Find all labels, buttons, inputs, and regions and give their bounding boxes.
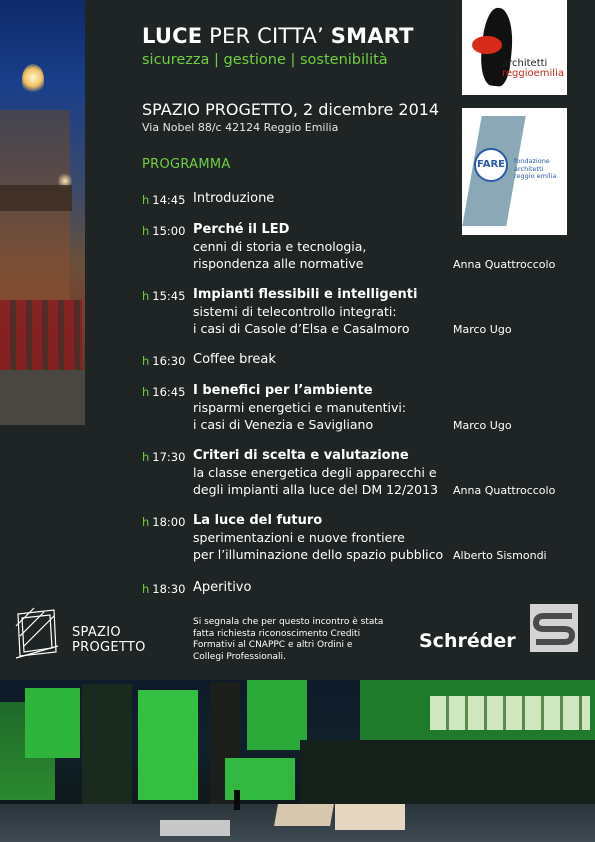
fondazione-text: fondazione architetti reggio emilia — [514, 157, 557, 180]
schedule-description: risparmi energetici e manutentivi: i casi di Venezia e Savigliano — [193, 400, 407, 432]
flyer-title — [142, 24, 414, 48]
schedule-time — [142, 224, 185, 238]
logo-architetti-text: architetti — [502, 58, 548, 69]
schedule-speaker: Anna Quattroccolo — [453, 258, 556, 271]
spazio-progetto-logo-icon — [14, 606, 60, 662]
photo-bench — [160, 820, 230, 836]
logo-reggioemilia-text: reggioemilia — [502, 68, 564, 79]
title-smart: SMART — [330, 24, 414, 48]
schedule-title: Introduzione — [193, 191, 275, 206]
schedule-time — [142, 582, 185, 596]
schedule-title: Perché il LED — [193, 222, 290, 237]
schedule-time — [142, 515, 185, 529]
time-prefix: h — [142, 289, 150, 303]
time-value: 14:45 — [152, 193, 186, 207]
title-luce: LUCE — [142, 24, 203, 48]
schedule-title: Aperitivo — [193, 580, 252, 595]
schedule-description: sperimentazioni e nuove frontiere per l’illuminazione dello spazio pubblico — [193, 530, 444, 562]
spazio-line: SPAZIO — [72, 625, 121, 640]
time-prefix: h — [142, 193, 150, 207]
schreder-s-icon — [530, 604, 578, 652]
architetti-reggioemilia-logo — [462, 0, 567, 95]
schedule-speaker: Marco Ugo — [453, 323, 512, 336]
time-value: 16:45 — [152, 385, 186, 399]
schreder-wordmark: Schréder — [419, 630, 516, 652]
time-value: 15:45 — [152, 289, 186, 303]
schedule-title: Impianti flessibili e intelligenti — [193, 287, 418, 302]
fondazione-architetti-logo — [462, 108, 567, 235]
time-value: 15:00 — [152, 224, 186, 238]
time-prefix: h — [142, 515, 150, 529]
schedule-speaker: Marco Ugo — [453, 419, 512, 432]
photo-block — [138, 690, 198, 800]
schedule-description: sistemi di telecontrollo integrati: i casi di Casole d’Elsa e Casalmoro — [193, 304, 410, 336]
photo-ground — [0, 370, 85, 425]
time-prefix: h — [142, 582, 150, 596]
photo-block — [247, 680, 307, 750]
spazio-progetto-text — [72, 625, 146, 655]
cfp-note: Si segnala che per questo incontro è stata fatta richiesta riconoscimento Crediti Formativi al CNAPPC e altri Ordini e Collegi Professionali. — [193, 617, 384, 662]
schedule-time — [142, 450, 185, 464]
schedule-title: I benefici per l’ambiente — [193, 383, 373, 398]
photo-bench — [335, 804, 405, 830]
schedule-time — [142, 354, 185, 368]
night-building-photo — [0, 680, 595, 842]
time-value: 18:00 — [152, 515, 186, 529]
photo-block — [25, 688, 80, 758]
programma-heading: PROGRAMMA — [142, 157, 231, 172]
photo-windows — [430, 696, 590, 730]
photo-person — [234, 790, 240, 810]
time-prefix: h — [142, 224, 150, 238]
schedule-speaker: Alberto Sismondi — [453, 549, 547, 562]
title-per-citta: PER CITTA’ — [202, 24, 331, 48]
schedule-description: la classe energetica degli apparecchi e degli impianti alla luce del DM 12/2013 — [193, 465, 439, 497]
photo-block — [82, 684, 132, 804]
schedule-time — [142, 385, 185, 399]
flyer-subtitle: sicurezza | gestione | sostenibilità — [142, 52, 388, 68]
street-lamp — [22, 64, 44, 94]
photo-awning — [0, 185, 72, 211]
fare-badge: FARE — [474, 148, 508, 182]
time-value: 18:30 — [152, 582, 186, 596]
time-prefix: h — [142, 450, 150, 464]
progetto-line: PROGETTO — [72, 640, 146, 655]
schedule-title: Coffee break — [193, 352, 276, 367]
time-value: 16:30 — [152, 354, 186, 368]
venue-address: Via Nobel 88/c 42124 Reggio Emilia — [142, 121, 339, 134]
venue-date: SPAZIO PROGETTO, 2 dicembre 2014 — [142, 100, 440, 119]
schedule-title: Criteri di scelta e valutazione — [193, 448, 409, 463]
time-prefix: h — [142, 354, 150, 368]
schedule-description: cenni di storia e tecnologia, rispondenza alle normative — [193, 239, 367, 271]
schedule-speaker: Anna Quattroccolo — [453, 484, 556, 497]
schedule-title: La luce del futuro — [193, 513, 323, 528]
red-splash-icon — [472, 36, 502, 54]
street-photo — [0, 0, 85, 425]
time-value: 17:30 — [152, 450, 186, 464]
time-prefix: h — [142, 385, 150, 399]
photo-bench — [274, 804, 334, 826]
schedule-time — [142, 289, 185, 303]
schedule-time — [142, 193, 185, 207]
photo-chairs — [0, 300, 82, 370]
photo-block — [300, 740, 595, 804]
